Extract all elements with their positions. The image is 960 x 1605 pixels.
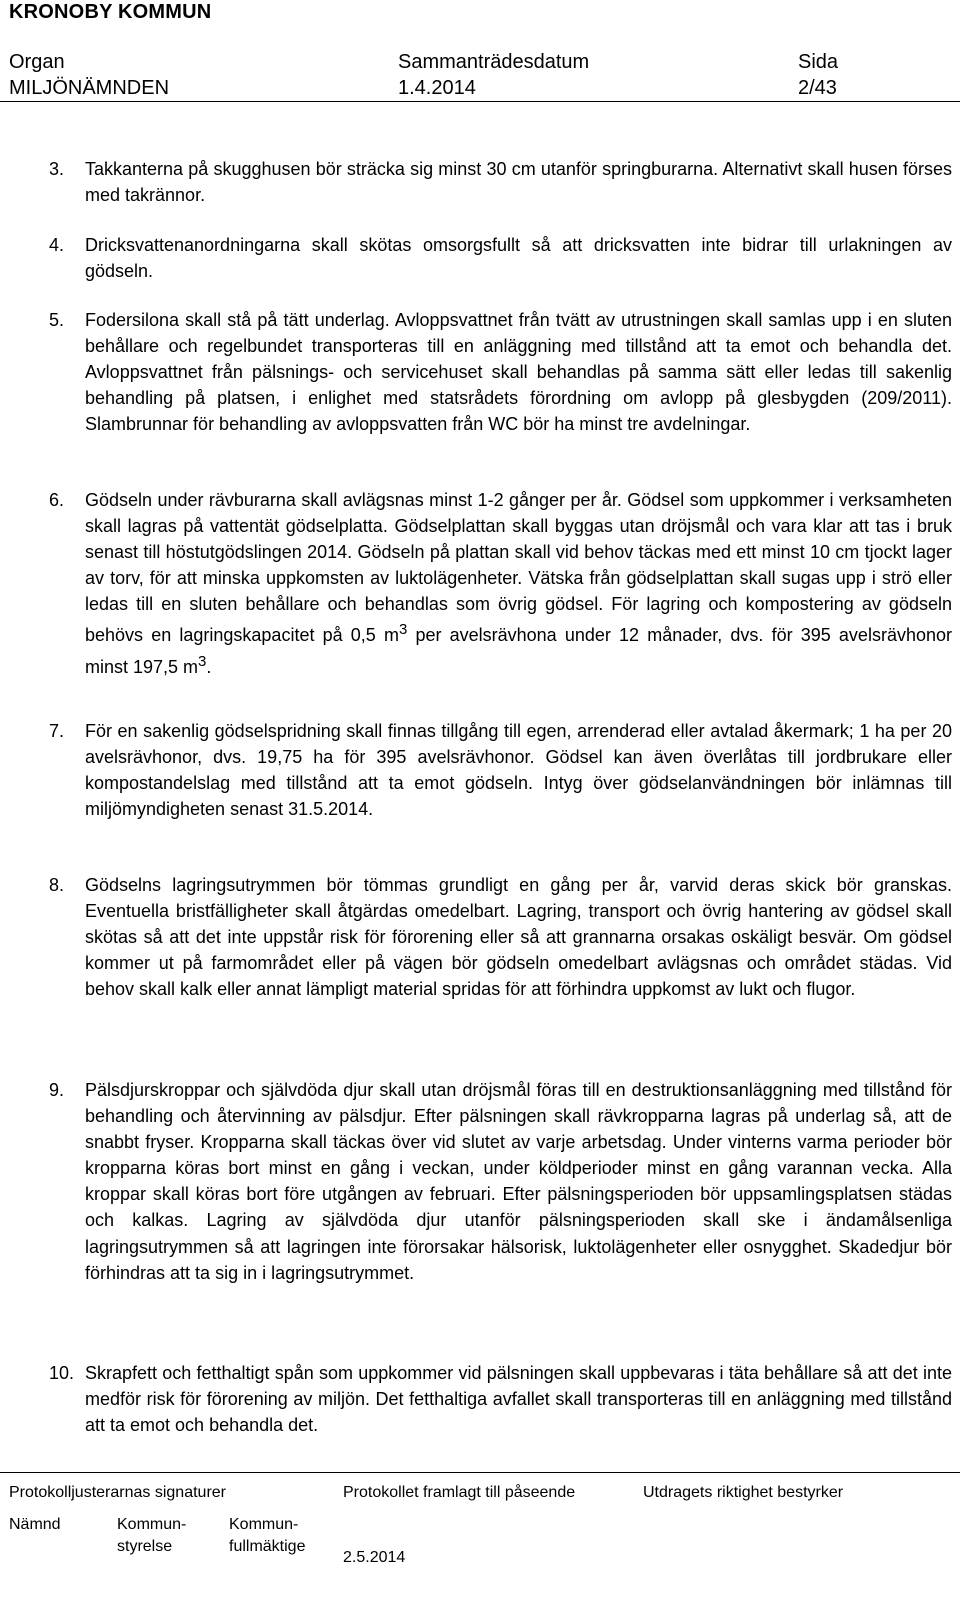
list-item-3 (49, 156, 952, 208)
public-notice-label: Protokollet framlagt till påseende (343, 1484, 576, 1501)
public-notice-date: 2.5.2014 (343, 1549, 406, 1566)
item-number: 3. (49, 159, 65, 179)
superscript-cubic: 3 (398, 621, 408, 639)
item-text-part: Gödseln under rävburarna skall avlägsnas minst 1-2 gånger per år. Gödsel som uppkommer i verksamheten skall lagras på vattentät gödselplatta. Gödselplattan skall byggas utan dröjsmål och vara klar att tas i bruk senast till höstutgödslingen 2014. Gödseln på plattan skall vid behov täckas med ett minst 10 cm tjockt lager av torv, för att minska uppkomsten av luktolägenheter. Vätska från gödselplattan skall sugas upp i strö eller ledas till en sluten behållare och behandlas som övrig gödsel. För lagring och kompostering av gödseln behövs en lagringskapacitet på 0,5 m (85, 490, 952, 646)
superscript-cubic: 3 (198, 652, 207, 670)
kommunstyrelse-label-line1: Kommun- (117, 1516, 187, 1533)
item-number: 6. (49, 490, 65, 510)
organ-label: Organ (9, 51, 65, 73)
list-item-10 (49, 1360, 952, 1438)
page-number: 2/43 (798, 77, 837, 99)
item-text: Takkanterna på skugghusen bör sträcka sig minst 30 cm utanför springburarna. Alternativt skall husen förses med takrännor. (85, 159, 952, 206)
date-value: 1.4.2014 (398, 77, 476, 99)
municipality-title: KRONOBY KOMMUN (9, 1, 212, 23)
item-text: För en sakenlig gödselspridning skall finnas tillgång till egen, arrenderad eller avtalad åkermark; 1 ha per 20 avelsrävhonor, dvs. 19,75 ha för 395 avelsrävhonor. Gödsel kan även överlåtas till jordbrukare eller kompostandelslag med tillstånd att ta emot gödseln. Intyg över gödselanvändningen bör inlämnas till miljömyndigheten senast 31.5.2014. (85, 721, 952, 820)
list-item-4 (49, 232, 952, 284)
list-item-8 (49, 872, 952, 1002)
kommunfullmaktige-label-line2: fullmäktige (229, 1538, 306, 1555)
namnd-label: Nämnd (9, 1516, 61, 1533)
organ-value: MILJÖNÄMNDEN (9, 77, 170, 99)
list-item-7 (49, 718, 952, 822)
signatures-label: Protokolljusterarnas signaturer (9, 1484, 226, 1501)
item-text: Fodersilona skall stå på tätt underlag. Avloppsvattnet från tvätt av utrustningen skall samlas upp i en sluten behållare och regelbundet transporteras till en anläggning med tillstånd att ta emot och behandla det. Avloppsvattnet från pälsnings- och servicehuset skall behandlas på samma sätt eller ledas till sakenlig behandling på platsen, i enlighet med statsrådets förordning om avlopp på glesbygden (209/2011). Slambrunnar för behandling av avloppsvatten från WC bör ha minst tre avdelningar. (85, 310, 952, 435)
item-number: 4. (49, 235, 65, 255)
list-item-5 (49, 307, 952, 437)
list-item-9 (49, 1077, 952, 1286)
footer-divider (0, 1472, 960, 1473)
item-text: Pälsdjurskroppar och självdöda djur skall utan dröjsmål föras till en destruktionsanläggning med tillstånd för behandling och återvinning av pälsdjur. Efter pälsningen skall rävkropparna lagras på underlag så, att de snabbt fryser. Kropparna skall täckas över vid slutet av varje arbetsdag. Under vinterns varma perioder bör kropparna köras bort minst en gång i veckan, under köldperioder minst en gång varannan vecka. Alla kroppar skall köras bort före utgången av februari. Efter pälsningsperioden bör uppsamlingsplatsen städas och kalkas. Lagring av självdöda djur utanför pälsningsperioden skall ske i ändamålsenliga lagringsutrymmen så att lagringen inte förorsakar hälsorisk, luktolägenheter eller osnygghet. Skadedjur bör förhindras att ta sig in i lagringsutrymmet. (85, 1080, 952, 1283)
item-text (85, 487, 952, 680)
item-text: Dricksvattenanordningarna skall skötas omsorgsfullt så att dricksvatten inte bidrar till urlakningen av gödseln. (85, 235, 952, 282)
item-text-part: . (206, 656, 212, 677)
header-divider (0, 101, 960, 102)
kommunfullmaktige-label-line1: Kommun- (229, 1516, 299, 1533)
item-number: 10. (49, 1363, 75, 1383)
kommunstyrelse-label-line2: styrelse (117, 1538, 173, 1555)
verified-label: Utdragets riktighet bestyrker (643, 1484, 844, 1501)
item-text: Skrapfett och fetthaltigt spån som uppkommer vid pälsningen skall uppbevaras i täta behållare så att det inte medför risk för förorening av miljön. Det fetthaltiga avfallet skall transporteras till en anläggning med tillstånd att ta emot och behandla det. (85, 1363, 952, 1436)
item-text-part: per avelsrävhona under 12 månader, dvs. för 395 avelsrävhonor minst 197,5 m (85, 625, 952, 677)
item-number: 7. (49, 721, 65, 741)
list-item-6 (49, 487, 952, 680)
item-number: 8. (49, 875, 65, 895)
date-label: Sammanträdesdatum (398, 51, 590, 73)
item-number: 9. (49, 1080, 65, 1100)
item-text: Gödselns lagringsutrymmen bör tömmas grundligt en gång per år, varvid deras skick bör granskas. Eventuella bristfälligheter skall åtgärdas omedelbart. Lagring, transport och övrig hantering av gödsel skall skötas så att det inte uppstår risk för förorening eller så att grannarna orsakas oskäligt besvär. Om gödsel kommer ut på farmområdet eller på vägen bör gödseln omedelbart avlägsnas och området städas. Vid behov skall kalk eller annat lämpligt material spridas för att förhindra uppkomst av lukt och flugor. (85, 875, 952, 1000)
page-label: Sida (798, 51, 839, 73)
item-number: 5. (49, 310, 65, 330)
